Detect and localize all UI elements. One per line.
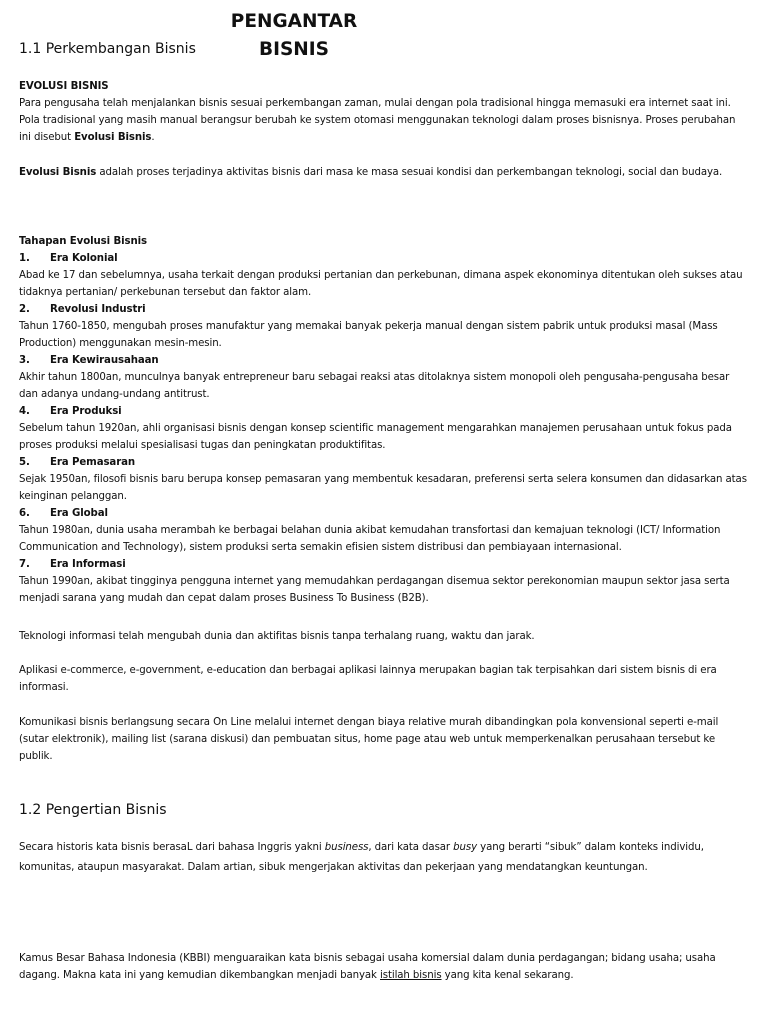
aplikasi-paragraph: Aplikasi e-commerce, e-government, e-education dan berbagai aplikasi lainnya merupakan bagian tak terpisahkan dari sistem bisnis di era informasi. (19, 665, 717, 693)
stage-description: Tahun 1990an, akibat tingginya pengguna internet yang memudahkan perdagangan disemua sektor perekonomian maupun sektor jasa serta menjadi sarana yang mudah dan cepat dalam proses Business To Business (B2B). (19, 576, 730, 604)
stage-title: Era Kewirausahaan (50, 355, 159, 366)
historis-text: , dari kata dasar (368, 842, 454, 853)
evolusi-heading: EVOLUSI BISNIS (19, 81, 109, 92)
stage-title: Era Informasi (50, 559, 126, 570)
definition-term: Evolusi Bisnis (19, 167, 97, 178)
stage-description: Akhir tahun 1800an, munculnya banyak entrepreneur baru sebagai reaksi atas ditolaknya sistem monopoli oleh pengusaha-pengusaha besar dan adanya undang-undang antitrust. (19, 372, 730, 400)
stage-title: Revolusi Industri (50, 304, 146, 315)
stage-number: 1. (19, 253, 30, 264)
intro-paragraph (19, 95, 750, 146)
stage-title: Era Kolonial (50, 253, 118, 264)
term-busy: busy (453, 842, 478, 853)
stage-number: 4. (19, 406, 30, 417)
stage-description: Abad ke 17 dan sebelumnya, usaha terkait dengan produksi pertanian dan perkebunan, dimana aspek ekonominya ditentukan oleh sukses atau tidaknya pertanian/ perkebunan tersebut dan faktor alam. (19, 270, 743, 298)
historis-text: yang berarti “sibuk” dalam konteks individu, komunitas, ataupun masyarakat. Dalam artian, sibuk mengerjakan aktivitas dan pekerjaan yang mendatangkan keuntungan. (19, 842, 704, 873)
istilah-bisnis-link[interactable]: istilah bisnis (380, 970, 442, 981)
stage-number: 2. (19, 304, 30, 315)
stage-number: 5. (19, 457, 30, 468)
definition-paragraph (19, 164, 750, 181)
teknologi-paragraph: Teknologi informasi telah mengubah dunia dan aktifitas bisnis tanpa terhalang ruang, waktu dan jarak. (19, 631, 535, 642)
document-title (206, 8, 382, 64)
komunikasi-paragraph: Komunikasi bisnis berlangsung secara On Line melalui internet dengan biaya relative murah dibandingkan pola konvensional seperti e-mail (sutar elektronik), mailing list (sarana diskusi) dan pembuatan situs, home page atau web untuk memperkenalkan perusahaan tersebut ke publik. (19, 717, 719, 762)
section-2-heading: 1.2 Pengertian Bisnis (19, 802, 167, 818)
kbbi-text: yang kita kenal sekarang. (441, 970, 574, 981)
stage-description: Tahun 1760-1850, mengubah proses manufaktur yang memakai banyak pekerja manual dengan sistem pabrik untuk produksi masal (Mass Production) menggunakan mesin-mesin. (19, 321, 718, 349)
kbbi-text: Kamus Besar Bahasa Indonesia (KBBI) menguaraikan kata bisnis sebagai usaha komersial dalam dunia perdagangan; bidang usaha; usaha dagang. Makna kata ini yang kemudian dikembangkan menjadi banyak (19, 953, 716, 981)
term-business: business (324, 842, 369, 853)
stage-item (19, 301, 750, 352)
historis-text: Secara historis kata bisnis berasaL dari bahasa Inggris yakni (19, 842, 325, 853)
intro-bold-term: Evolusi Bisnis (74, 132, 152, 143)
evolusi-section (19, 78, 750, 146)
stage-description: Sebelum tahun 1920an, ahli organisasi bisnis dengan konsep scientific management mengarahkan manajemen perusahaan untuk fokus pada proses produksi melalui spesialisasi tugas dan peningkatan produktifitas. (19, 423, 732, 451)
stage-number: 7. (19, 559, 30, 570)
stage-item (19, 403, 750, 454)
stage-item (19, 556, 750, 607)
section-1-heading: 1.1 Perkembangan Bisnis (19, 41, 196, 57)
stage-item (19, 505, 750, 556)
tahapan-heading: Tahapan Evolusi Bisnis (19, 236, 147, 247)
tahapan-section (19, 233, 750, 607)
historis-paragraph (19, 838, 750, 877)
stage-number: 6. (19, 508, 30, 519)
stage-number: 3. (19, 355, 30, 366)
stage-item (19, 250, 750, 301)
intro-text: Para pengusaha telah menjalankan bisnis sesuai perkembangan zaman, mulai dengan pola tradisional hingga memasuki era internet saat ini. Pola tradisional yang masih manual berangsur berubah ke system otomasi menggunakan teknologi dalam proses bisnisnya. Proses perubahan ini disebut (19, 98, 736, 143)
kbbi-paragraph (19, 950, 750, 984)
stage-title: Era Global (50, 508, 108, 519)
stage-item (19, 454, 750, 505)
stage-description: Sejak 1950an, filosofi bisnis baru berupa konsep pemasaran yang membentuk kesadaran, preferensi serta selera konsumen dan didasarkan atas keinginan pelanggan. (19, 474, 747, 502)
stage-description: Tahun 1980an, dunia usaha merambah ke berbagai belahan dunia akibat kemudahan transfortasi dan kemajuan teknologi (ICT/ Information Communication and Technology), sistem produksi serta semakin efisien sistem distribusi dan pembiayaan internasional. (19, 525, 721, 553)
title-line-2: BISNIS (259, 39, 329, 60)
intro-end: . (151, 132, 155, 143)
definition-text: adalah proses terjadinya aktivitas bisnis dari masa ke masa sesuai kondisi dan perkembangan teknologi, social dan budaya. (96, 167, 723, 178)
title-line-1: PENGANTAR (230, 11, 358, 32)
stage-item (19, 352, 750, 403)
stage-title: Era Produksi (50, 406, 122, 417)
stage-title: Era Pemasaran (50, 457, 136, 468)
